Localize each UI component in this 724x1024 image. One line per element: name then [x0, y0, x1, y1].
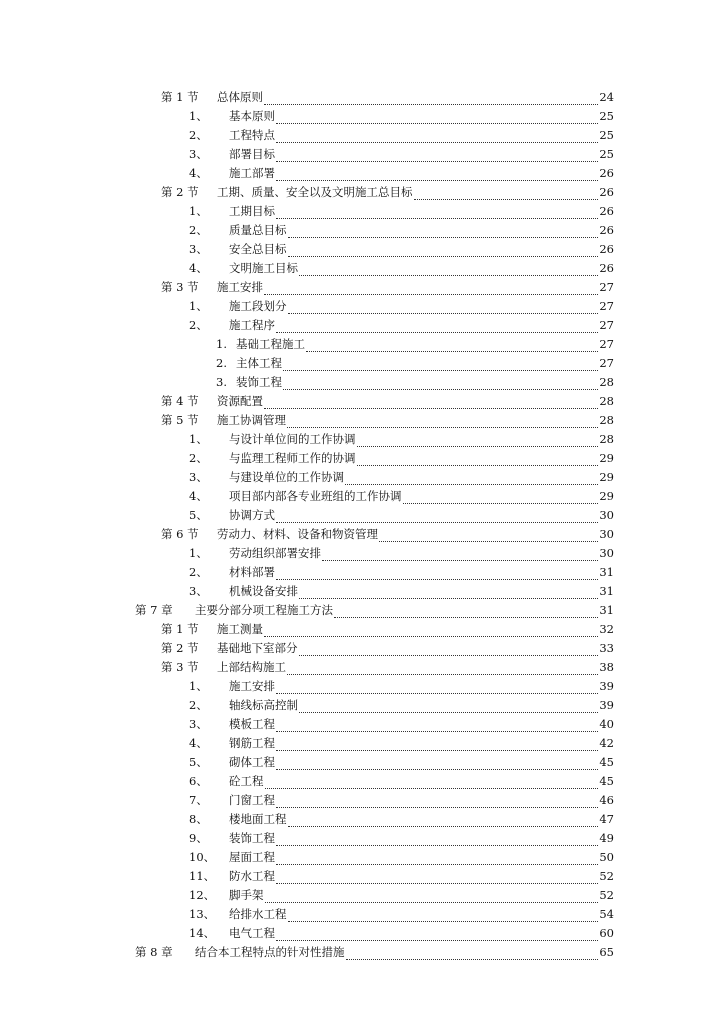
toc-entry-title: 上部结构施工 — [217, 660, 286, 674]
toc-entry-title: 施工测量 — [217, 622, 263, 636]
toc-entry[interactable] — [189, 107, 614, 126]
toc-entry[interactable] — [189, 772, 614, 791]
toc-entry-page: 28 — [599, 394, 614, 408]
dot-leader — [288, 910, 599, 922]
toc-entry[interactable] — [189, 259, 614, 278]
toc-entry-page: 31 — [599, 565, 614, 579]
toc-entry[interactable] — [189, 924, 614, 943]
toc-entry-title: 施工安排 — [229, 679, 275, 693]
toc-entry-title: 电气工程 — [229, 926, 275, 940]
toc-entry-number: 12、 — [189, 888, 216, 902]
toc-entry[interactable] — [189, 867, 614, 886]
toc-entry-number: 2、 — [189, 223, 208, 237]
toc-entry-title: 总体原则 — [217, 90, 263, 104]
toc-entry-number: 第 2 节 — [161, 641, 199, 655]
toc-entry[interactable] — [135, 943, 614, 962]
toc-entry-title: 部署目标 — [229, 147, 275, 161]
toc-entry-page: 65 — [599, 945, 614, 959]
toc-entry-page: 29 — [599, 489, 614, 503]
toc-entry-page: 28 — [599, 375, 614, 389]
toc-entry-number: 3、 — [189, 717, 208, 731]
toc-entry[interactable] — [161, 411, 614, 430]
toc-entry-number: 1、 — [189, 204, 208, 218]
toc-entry[interactable] — [189, 316, 614, 335]
dot-leader — [276, 758, 598, 770]
toc-entry-page: 27 — [599, 337, 614, 351]
toc-entry-title: 劳动组织部署安排 — [229, 546, 321, 560]
dot-leader — [322, 549, 598, 561]
dot-leader — [345, 473, 598, 485]
toc-entry-page: 25 — [599, 128, 614, 142]
toc-entry-number: 第 5 节 — [161, 413, 199, 427]
toc-entry-number: 10、 — [189, 850, 216, 864]
dot-leader — [264, 625, 598, 637]
toc-entry-number: 第 4 节 — [161, 394, 199, 408]
toc-entry-title: 项目部内部各专业班组的工作协调 — [229, 489, 402, 503]
dot-leader — [299, 587, 598, 599]
toc-entry[interactable] — [216, 354, 614, 373]
dot-leader — [265, 777, 599, 789]
toc-entry-title: 钢筋工程 — [229, 736, 275, 750]
dot-leader — [276, 169, 598, 181]
toc-entry[interactable] — [189, 734, 614, 753]
toc-entry-number: 9、 — [189, 831, 208, 845]
toc-entry-title: 砌体工程 — [229, 755, 275, 769]
toc-entry[interactable] — [189, 430, 614, 449]
toc-entry-title: 施工部署 — [229, 166, 275, 180]
toc-entry[interactable] — [189, 563, 614, 582]
toc-entry[interactable] — [189, 677, 614, 696]
toc-entry-title: 材料部署 — [229, 565, 275, 579]
toc-entry[interactable] — [135, 601, 614, 620]
toc-entry-number: 5、 — [189, 508, 208, 522]
toc-entry-number: 14、 — [189, 926, 216, 940]
toc-entry-number: 4、 — [189, 166, 208, 180]
toc-entry[interactable] — [161, 183, 614, 202]
toc-entry-number: 2. — [216, 356, 227, 370]
dot-leader — [276, 112, 598, 124]
toc-entry-page: 30 — [599, 546, 614, 560]
dot-leader — [276, 131, 598, 143]
dot-leader — [403, 492, 599, 504]
toc-entry-title: 劳动力、材料、设备和物资管理 — [217, 527, 378, 541]
toc-entry[interactable] — [216, 373, 614, 392]
dot-leader — [276, 321, 598, 333]
toc-entry-title: 主要分部分项工程施工方法 — [195, 603, 333, 617]
toc-entry[interactable] — [189, 221, 614, 240]
toc-entry-title: 轴线标高控制 — [229, 698, 298, 712]
toc-entry-number: 3、 — [189, 584, 208, 598]
dot-leader — [276, 834, 598, 846]
dot-leader — [276, 568, 598, 580]
toc-entry-title: 施工协调管理 — [217, 413, 286, 427]
dot-leader — [276, 150, 598, 162]
toc-entry-title: 基础地下室部分 — [217, 641, 298, 655]
toc-entry-page: 27 — [599, 318, 614, 332]
toc-entry-page: 30 — [599, 527, 614, 541]
toc-entry-number: 2、 — [189, 565, 208, 579]
dot-leader — [276, 207, 598, 219]
toc-entry[interactable] — [189, 487, 614, 506]
dot-leader — [306, 340, 598, 352]
toc-entry-number: 13、 — [189, 907, 216, 921]
toc-entry-number: 1、 — [189, 679, 208, 693]
toc-entry-page: 31 — [599, 603, 614, 617]
toc-entry-title: 结合本工程特点的针对性措施 — [195, 945, 345, 959]
dot-leader — [264, 397, 598, 409]
dot-leader — [288, 226, 599, 238]
dot-leader — [264, 283, 598, 295]
toc-entry-title: 与建设单位的工作协调 — [229, 470, 344, 484]
toc-entry-page: 47 — [599, 812, 614, 826]
toc-entry-number: 2、 — [189, 451, 208, 465]
toc-entry-title: 基础工程施工 — [236, 337, 305, 351]
toc-entry-number: 第 8 章 — [135, 945, 173, 959]
toc-entry-page: 28 — [599, 432, 614, 446]
toc-entry-title: 施工安排 — [217, 280, 263, 294]
toc-entry-title: 装饰工程 — [236, 375, 282, 389]
toc-entry-number: 11、 — [189, 869, 216, 883]
dot-leader — [379, 530, 598, 542]
dot-leader — [276, 739, 598, 751]
toc-entry-page: 30 — [599, 508, 614, 522]
toc-entry-title: 屋面工程 — [229, 850, 275, 864]
toc-entry[interactable] — [189, 126, 614, 145]
dot-leader — [357, 435, 599, 447]
toc-entry-number: 3、 — [189, 470, 208, 484]
toc-entry-title: 模板工程 — [229, 717, 275, 731]
toc-entry-page: 26 — [599, 223, 614, 237]
toc-entry-number: 8、 — [189, 812, 208, 826]
dot-leader — [276, 511, 598, 523]
toc-entry-page: 45 — [599, 774, 614, 788]
toc-entry[interactable] — [161, 658, 614, 677]
toc-entry[interactable] — [189, 145, 614, 164]
toc-entry[interactable] — [189, 544, 614, 563]
toc-entry-page: 40 — [599, 717, 614, 731]
toc-entry-title: 与设计单位间的工作协调 — [229, 432, 356, 446]
toc-entry-page: 27 — [599, 280, 614, 294]
dot-leader — [276, 682, 598, 694]
toc-entry[interactable] — [161, 639, 614, 658]
toc-entry-title: 砼工程 — [229, 774, 264, 788]
toc-entry-title: 工程特点 — [229, 128, 275, 142]
toc-entry-number: 第 1 节 — [161, 90, 199, 104]
toc-entry-title: 工期、质量、安全以及文明施工总目标 — [217, 185, 413, 199]
toc-entry-title: 安全总目标 — [229, 242, 287, 256]
toc-entry-number: 1、 — [189, 109, 208, 123]
toc-entry-page: 45 — [599, 755, 614, 769]
toc-entry[interactable] — [161, 525, 614, 544]
toc-entry[interactable] — [161, 620, 614, 639]
toc-entry-number: 第 7 章 — [135, 603, 173, 617]
toc-entry[interactable] — [189, 240, 614, 259]
toc-entry[interactable] — [216, 335, 614, 354]
dot-leader — [299, 264, 598, 276]
toc-entry-page: 27 — [599, 356, 614, 370]
dot-leader — [276, 796, 598, 808]
toc-entry-page: 38 — [599, 660, 614, 674]
toc-entry-title: 协调方式 — [229, 508, 275, 522]
toc-entry-title: 防水工程 — [229, 869, 275, 883]
toc-entry[interactable] — [189, 297, 614, 316]
toc-entry-page: 33 — [599, 641, 614, 655]
dot-leader — [276, 872, 598, 884]
dot-leader — [283, 378, 598, 390]
toc-entry-page: 31 — [599, 584, 614, 598]
toc-entry-number: 3、 — [189, 242, 208, 256]
toc-entry-title: 楼地面工程 — [229, 812, 287, 826]
dot-leader — [287, 663, 598, 675]
toc-entry[interactable] — [189, 468, 614, 487]
toc-entry-page: 24 — [599, 90, 614, 104]
toc-entry-title: 脚手架 — [229, 888, 264, 902]
toc-entry[interactable] — [189, 829, 614, 848]
toc-entry-number: 3、 — [189, 147, 208, 161]
toc-entry-title: 资源配置 — [217, 394, 263, 408]
toc-entry-number: 第 6 节 — [161, 527, 199, 541]
dot-leader — [288, 815, 599, 827]
toc-entry[interactable] — [189, 791, 614, 810]
dot-leader — [287, 416, 598, 428]
toc-entry-number: 5、 — [189, 755, 208, 769]
toc-entry-number: 2、 — [189, 318, 208, 332]
toc-entry[interactable] — [189, 753, 614, 772]
dot-leader — [276, 853, 598, 865]
toc-entry[interactable] — [189, 848, 614, 867]
toc-entry-page: 26 — [599, 242, 614, 256]
dot-leader — [346, 948, 599, 960]
toc-entry[interactable] — [161, 392, 614, 411]
toc-entry-page: 52 — [599, 869, 614, 883]
toc-entry-page: 54 — [599, 907, 614, 921]
toc-entry-number: 1、 — [189, 546, 208, 560]
toc-entry-page: 52 — [599, 888, 614, 902]
toc-entry-number: 3. — [216, 375, 227, 389]
toc-entry-page: 32 — [599, 622, 614, 636]
toc-entry-number: 第 1 节 — [161, 622, 199, 636]
dot-leader — [288, 245, 599, 257]
toc-entry-number: 1、 — [189, 299, 208, 313]
dot-leader — [299, 644, 599, 656]
toc-entry[interactable] — [189, 164, 614, 183]
toc-entry[interactable] — [189, 696, 614, 715]
toc-entry-page: 28 — [599, 413, 614, 427]
toc-entry-number: 4、 — [189, 736, 208, 750]
toc-entry-title: 门窗工程 — [229, 793, 275, 807]
toc-entry-title: 给排水工程 — [229, 907, 287, 921]
toc-entry-number: 4、 — [189, 489, 208, 503]
dot-leader — [299, 701, 598, 713]
toc-entry-page: 49 — [599, 831, 614, 845]
toc-entry-page: 26 — [599, 261, 614, 275]
toc-entry-page: 39 — [599, 679, 614, 693]
toc-entry[interactable] — [189, 582, 614, 601]
toc-entry-page: 29 — [599, 451, 614, 465]
toc-entry-title: 文明施工目标 — [229, 261, 298, 275]
dot-leader — [334, 606, 598, 618]
toc-entry-title: 装饰工程 — [229, 831, 275, 845]
toc-entry-number: 4、 — [189, 261, 208, 275]
toc-entry[interactable] — [161, 278, 614, 297]
toc-entry-page: 27 — [599, 299, 614, 313]
toc-entry-page: 60 — [599, 926, 614, 940]
toc-entry[interactable] — [189, 449, 614, 468]
dot-leader — [357, 454, 599, 466]
toc-entry[interactable] — [189, 810, 614, 829]
toc-entry[interactable] — [189, 715, 614, 734]
toc-entry-title: 施工程序 — [229, 318, 275, 332]
toc-entry-page: 39 — [599, 698, 614, 712]
toc-entry-page: 25 — [599, 147, 614, 161]
toc-entry[interactable] — [189, 886, 614, 905]
dot-leader — [276, 929, 598, 941]
toc-entry-number: 1、 — [189, 432, 208, 446]
toc-entry-page: 26 — [599, 185, 614, 199]
toc-entry[interactable] — [189, 202, 614, 221]
toc-entry-page: 50 — [599, 850, 614, 864]
toc-entry-title: 基本原则 — [229, 109, 275, 123]
toc-entry-number: 1. — [216, 337, 227, 351]
dot-leader — [414, 188, 599, 200]
toc-entry-page: 29 — [599, 470, 614, 484]
toc-entry-page: 46 — [599, 793, 614, 807]
toc-entry[interactable] — [189, 905, 614, 924]
toc-entry-page: 25 — [599, 109, 614, 123]
toc-entry-number: 第 3 节 — [161, 660, 199, 674]
toc-entry-title: 质量总目标 — [229, 223, 287, 237]
toc-entry[interactable] — [161, 88, 614, 107]
toc-entry-title: 施工段划分 — [229, 299, 287, 313]
toc-entry-number: 2、 — [189, 128, 208, 142]
dot-leader — [265, 891, 599, 903]
toc-entry-number: 第 3 节 — [161, 280, 199, 294]
toc-entry-title: 主体工程 — [236, 356, 282, 370]
toc-entry[interactable] — [189, 506, 614, 525]
dot-leader — [264, 93, 598, 105]
toc-entry-page: 26 — [599, 204, 614, 218]
dot-leader — [283, 359, 598, 371]
toc-entry-page: 42 — [599, 736, 614, 750]
toc-entry-title: 机械设备安排 — [229, 584, 298, 598]
toc-entry-title: 与监理工程师工作的协调 — [229, 451, 356, 465]
dot-leader — [288, 302, 599, 314]
toc-entry-page: 26 — [599, 166, 614, 180]
toc-entry-number: 第 2 节 — [161, 185, 199, 199]
dot-leader — [276, 720, 598, 732]
toc-entry-number: 2、 — [189, 698, 208, 712]
toc-entry-title: 工期目标 — [229, 204, 275, 218]
toc-entry-number: 6、 — [189, 774, 208, 788]
toc-entry-number: 7、 — [189, 793, 208, 807]
